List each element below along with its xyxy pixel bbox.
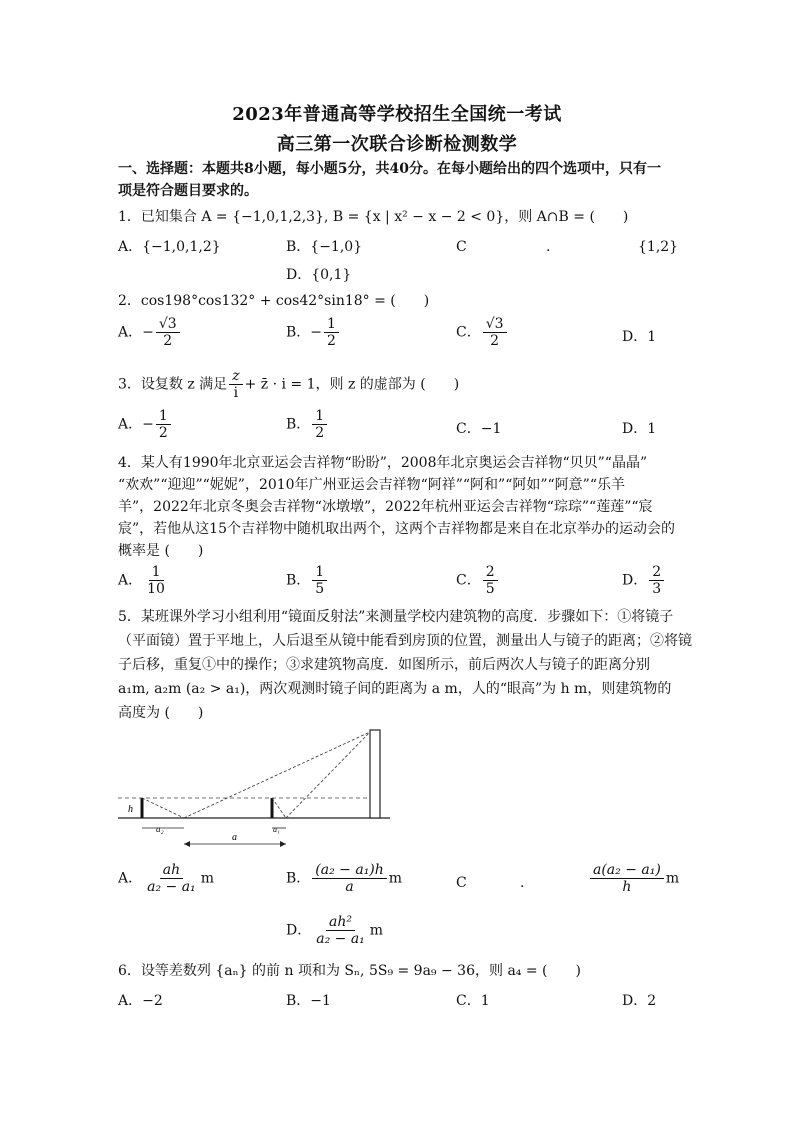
q5-b-num: (a₂ − a₁)h: [312, 862, 387, 879]
mirror-reflection-figure: [118, 726, 390, 850]
q5-b-label: B．: [286, 870, 311, 887]
q4-c-fraction: [483, 564, 498, 597]
q3-b-num: 1: [312, 408, 327, 425]
q6-option-c: C．1: [456, 993, 490, 1009]
q4-a-fraction: [144, 564, 168, 597]
q1-stem: 1．已知集合 A = {−1,0,1,2,3}, B = {x | x² − x − 2 < 0}，则 A∩B = ( ): [118, 209, 629, 225]
q2-option-c: [456, 316, 509, 349]
q5-d-den: a₂ − a₁: [316, 931, 365, 947]
q5-d-fraction: [313, 914, 368, 947]
q5-b-unit: m: [388, 870, 403, 887]
q3-stem-pre: 3．设复数 z 满足: [118, 376, 228, 393]
q4-stem-line4: 宸”，若他从这15个吉祥物中随机取出两个，这两个吉祥物都是来自在北京举办的运动会的: [118, 521, 675, 537]
section-heading-line1: 一、选择题：本题共8小题，每小题5分，共40分。在每小题给出的四个选项中，只有一: [118, 161, 661, 177]
q4-stem-line2: “欢欢”“迎迎”“妮妮”，2010年广州亚运会吉祥物“阿祥”“阿和”“阿如”“阿意”“乐羊: [118, 477, 625, 493]
exam-subtitle: 高三第一次联合诊断检测数学: [276, 134, 518, 155]
q4-b-fraction: [312, 564, 327, 597]
q5-c-unit: m: [665, 870, 680, 887]
q4-stem-line5: 概率是 ( ): [118, 543, 204, 559]
q4-b-num: 1: [312, 564, 327, 581]
q2-option-d: D．1: [622, 329, 657, 345]
label-h: h: [128, 804, 133, 815]
q2-c-den: 2: [490, 333, 500, 349]
q4-c-label: C．: [456, 572, 481, 589]
q5-stem-line4: a₁m, a₂m (a₂ > a₁)，两次观测时镜子间的距离为 a m，人的“眼高”为 h m，则建筑物的: [118, 681, 672, 697]
q2-stem: 2．cos198°cos132° + cos42°sin18° = ( ): [118, 293, 430, 309]
q6-stem: 6．设等差数列 {aₙ} 的前 n 项和为 Sₙ, 5S₉ = 9a₉ − 36，则 a₄ = ( ): [118, 963, 581, 979]
q5-a-fraction: [144, 862, 199, 895]
q1-option-c-label: C: [456, 239, 467, 255]
q5-option-b: [286, 862, 402, 895]
q1-option-d: D．{0,1}: [286, 267, 352, 283]
q5-a-num: ah: [160, 862, 183, 879]
q3-a-num: 1: [156, 408, 171, 425]
q2-option-a: [118, 316, 182, 349]
q2-a-label: A．−: [118, 324, 154, 341]
q2-a-fraction: [156, 316, 180, 349]
q5-stem-line3: 子后移，重复①中的操作；③求建筑物高度．如图所示，前后两次人与镜子的距离分别: [118, 657, 650, 673]
q6-option-d: D．2: [622, 993, 657, 1009]
q4-option-c: [456, 564, 500, 597]
q4-d-fraction: [649, 564, 664, 597]
q1-option-b: B．{−1,0}: [286, 239, 363, 255]
q3-a-fraction: [156, 408, 171, 441]
q4-option-d: [622, 564, 666, 597]
label-a2: a₂: [156, 824, 164, 834]
q4-a-label: A．: [118, 572, 143, 589]
q4-d-den: 3: [652, 581, 662, 597]
q1-option-c-dot: .: [546, 239, 551, 255]
q5-option-c-label: C: [456, 875, 467, 891]
section-heading-line2: 项是符合题目要求的。: [118, 183, 258, 199]
q2-b-num: 1: [324, 316, 339, 333]
q3-option-c: C．−1: [456, 421, 502, 437]
building: [370, 730, 380, 818]
q2-a-num: √3: [156, 316, 180, 333]
q5-d-label: D．: [286, 922, 312, 939]
q3-b-fraction: [312, 408, 327, 441]
q5-c-den: h: [622, 879, 632, 895]
q5-b-fraction: [312, 862, 387, 895]
q3-b-label: B．: [286, 416, 311, 433]
q5-a-den: a₂ − a₁: [147, 879, 196, 895]
q4-a-den: 10: [147, 581, 165, 597]
q6-option-b: B．−1: [286, 993, 331, 1009]
q2-a-den: 2: [163, 333, 173, 349]
q5-c-num: a(a₂ − a₁): [590, 862, 664, 879]
q5-option-c-dot: .: [520, 875, 525, 891]
q5-stem-line2: （平面镜）置于平地上，人后退至从镜中能看到房顶的位置，测量出人与镜子的距离；②将镜: [118, 633, 692, 649]
q5-option-d: [286, 914, 383, 947]
q6-option-a: A．−2: [118, 993, 163, 1009]
q5-option-a: [118, 862, 214, 895]
q5-stem-line1: 5．某班课外学习小组利用“镜面反射法”来测量学校内建筑物的高度．步骤如下：①将镜子: [118, 609, 674, 625]
q4-d-label: D．: [622, 572, 648, 589]
q5-b-den: a: [345, 879, 354, 895]
q4-stem-line3: 羊”，2022年北京冬奥会吉祥物“冰墩墩”，2022年杭州亚运会吉祥物“琮琮”“莲莲”“宸: [118, 499, 653, 515]
q3-a-den: 2: [158, 425, 168, 441]
q2-c-label: C．: [456, 324, 481, 341]
exam-title: 2023年普通高等学校招生全国统一考试: [232, 104, 562, 125]
q4-option-b: [286, 564, 329, 597]
q4-a-num: 1: [149, 564, 164, 581]
q2-b-den: 2: [327, 333, 336, 349]
q3-stem: [118, 368, 678, 401]
q4-c-den: 5: [485, 581, 495, 597]
q4-c-num: 2: [483, 564, 498, 581]
q4-stem-line1: 4．某人有1990年北京亚运会吉祥物“盼盼”，2008年北京奥运会吉祥物“贝贝”“晶晶”: [118, 455, 648, 471]
q2-b-label: B．−: [286, 324, 323, 341]
q5-a-unit: m: [200, 870, 214, 887]
q4-d-num: 2: [649, 564, 664, 581]
q3-stem-fraction: [229, 368, 242, 401]
q5-stem-line5: 高度为 ( ): [118, 705, 204, 721]
q3-option-a: [118, 408, 173, 441]
q3-frac-num: z: [229, 368, 242, 385]
q5-d-unit: m: [369, 922, 384, 939]
q3-b-den: 2: [315, 425, 325, 441]
q3-frac-den: i: [233, 385, 239, 401]
q5-option-c: [588, 862, 679, 895]
q3-stem-post: + z̄ · i = 1，则 z 的虚部为 ( ): [244, 376, 460, 393]
q4-option-a: [118, 564, 170, 597]
q3-a-label: A．−: [118, 416, 154, 433]
label-a: a: [232, 832, 237, 843]
q3-option-b: [286, 408, 329, 441]
label-a1: a₁: [273, 825, 280, 834]
q2-option-b: [286, 316, 341, 349]
q4-b-label: B．: [286, 572, 311, 589]
q2-c-num: √3: [483, 316, 507, 333]
q2-b-fraction: [324, 316, 339, 349]
q5-c-fraction: [590, 862, 664, 895]
q3-option-d: D．1: [622, 421, 657, 437]
q4-b-den: 5: [315, 581, 325, 597]
q5-a-label: A．: [118, 870, 143, 887]
q1-option-a: A．{−1,0,1,2}: [118, 239, 221, 255]
q1-option-c-value: {1,2}: [638, 239, 679, 255]
q2-c-fraction: [483, 316, 507, 349]
q5-d-num: ah²: [326, 914, 355, 931]
